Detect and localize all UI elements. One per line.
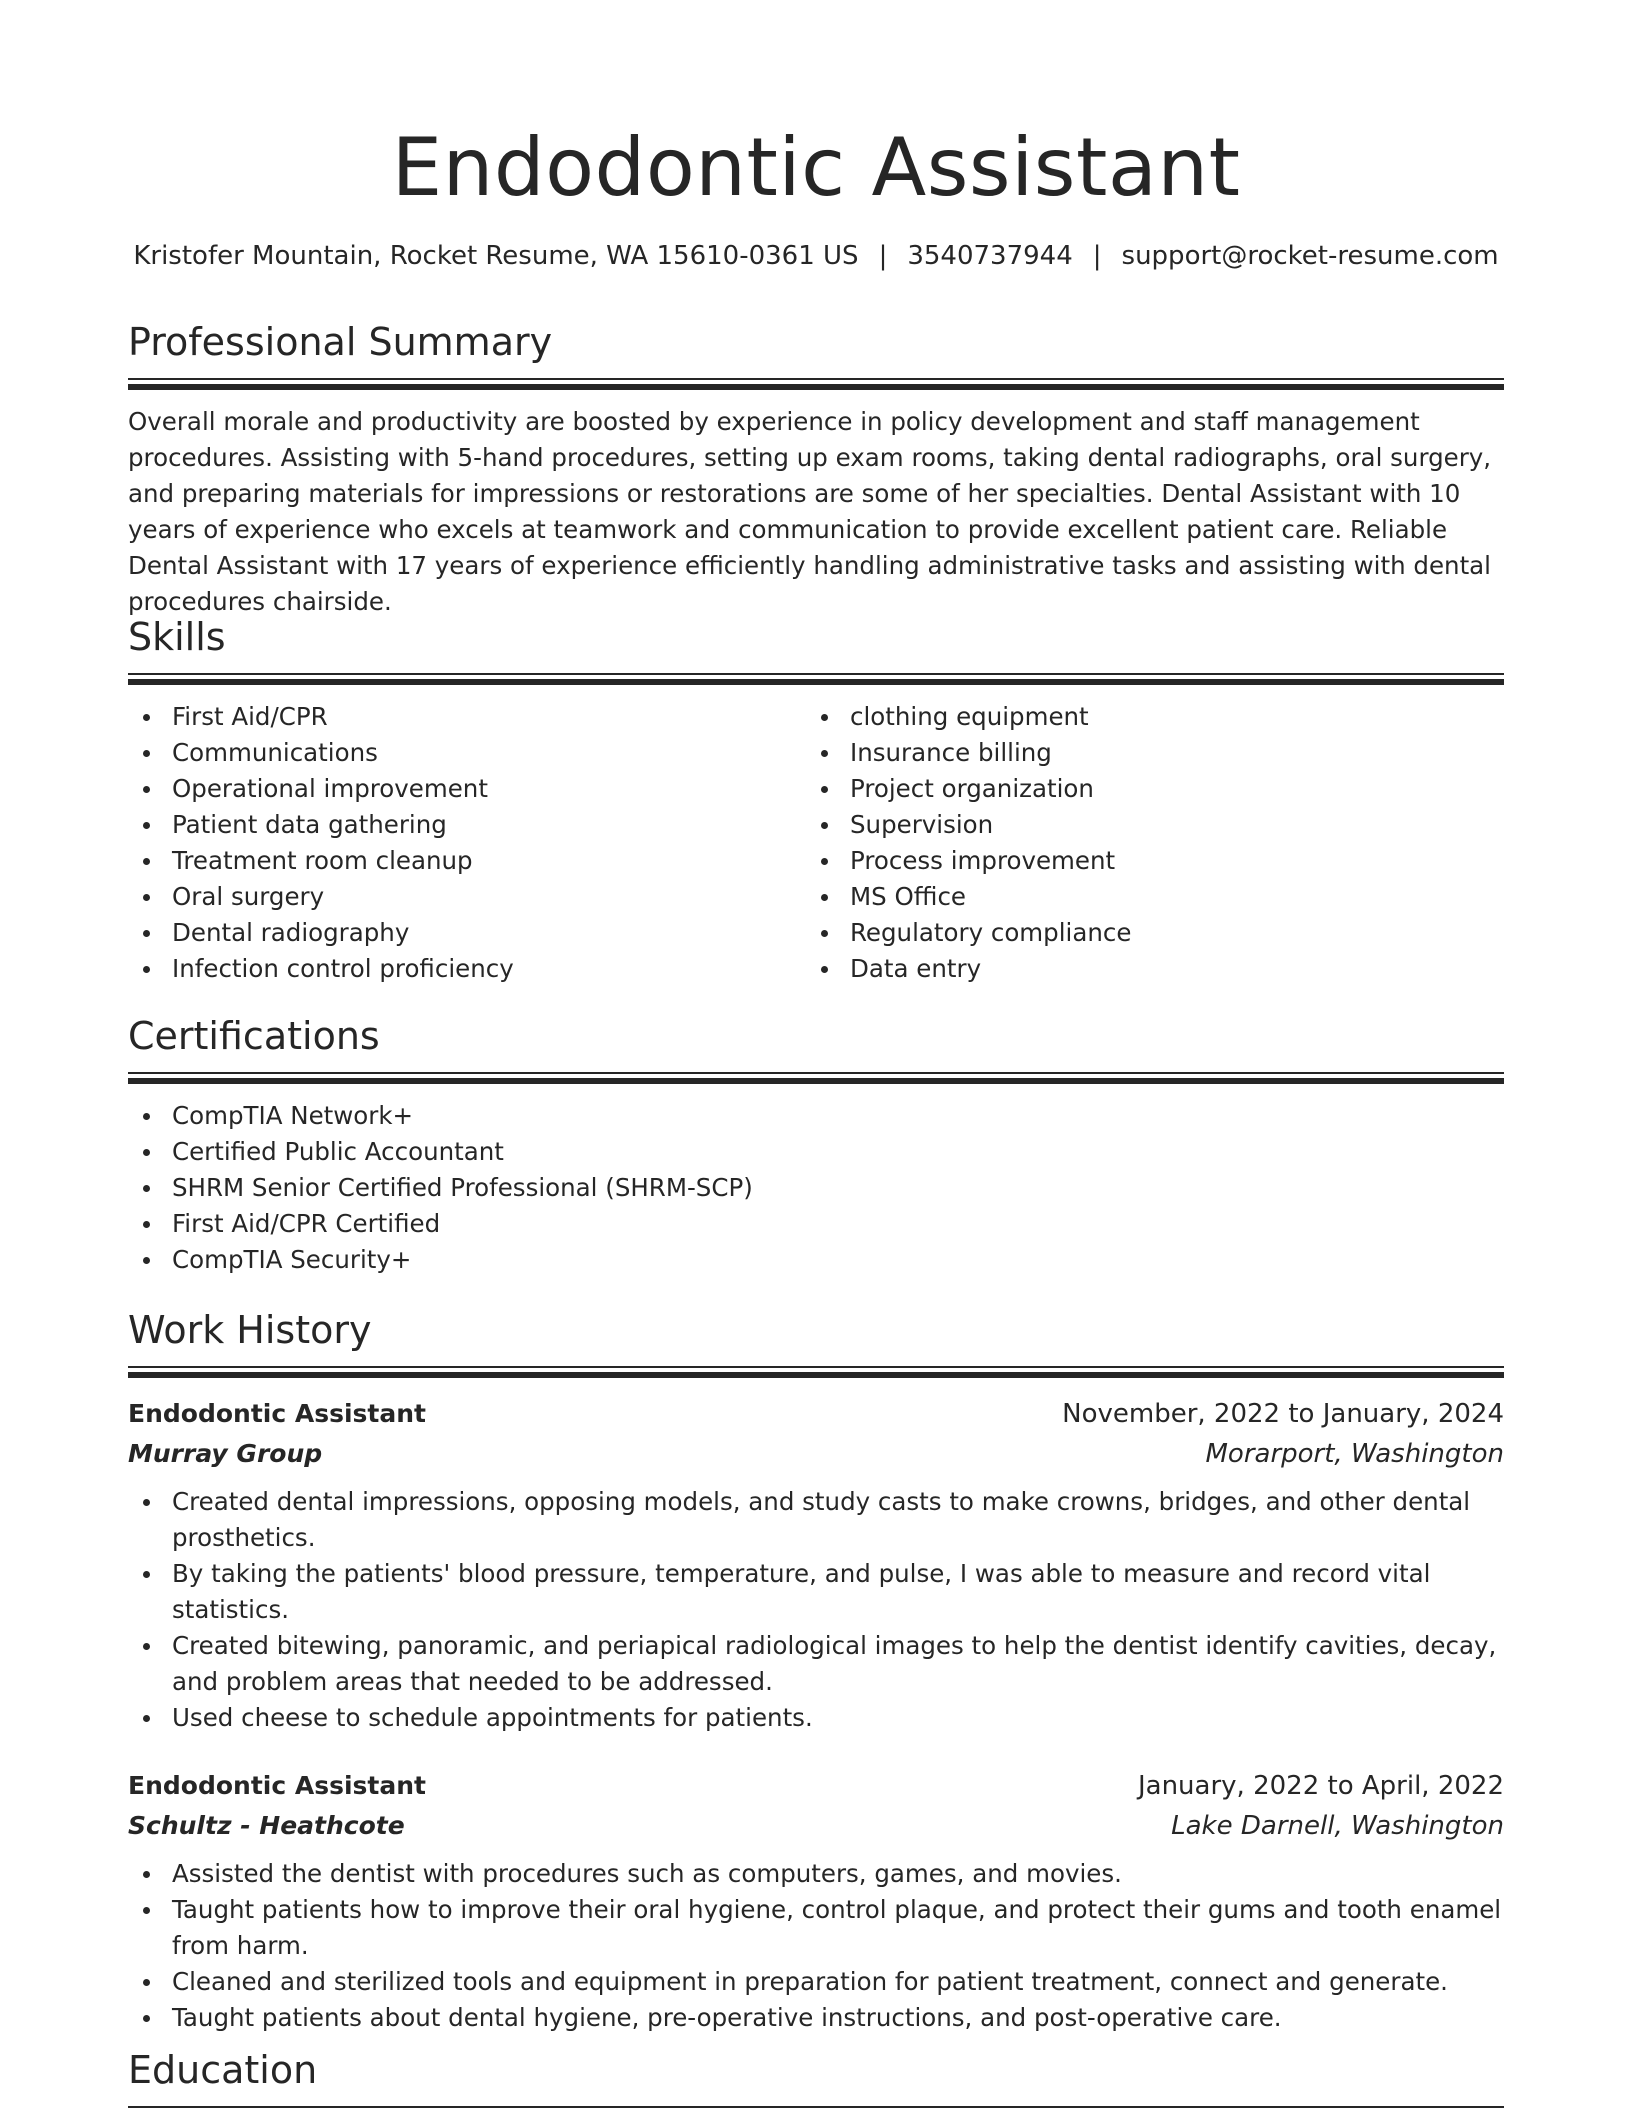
job-duties-list <box>128 1484 1504 1736</box>
skill-item: Infection control proficiency <box>128 951 806 987</box>
job-company-row <box>128 1806 1504 1846</box>
job-duties-list <box>128 1856 1504 2036</box>
certification-item: CompTIA Network+ <box>128 1098 1504 1134</box>
skill-item: Process improvement <box>806 843 1484 879</box>
job-duty-item: By taking the patients' blood pressure, temperature, and pulse, I was able to measure and record vital statistics. <box>128 1556 1504 1628</box>
contact-line <box>0 238 1632 274</box>
section-rule <box>128 1366 1504 1378</box>
certifications-list <box>128 1098 1504 1278</box>
skill-item: Data entry <box>806 951 1484 987</box>
section-heading-skills: Skills <box>128 615 226 659</box>
skills-list-left <box>128 699 806 987</box>
skill-item: First Aid/CPR <box>128 699 806 735</box>
certification-item: Certified Public Accountant <box>128 1134 1504 1170</box>
certification-item: CompTIA Security+ <box>128 1242 1504 1278</box>
job-dates: November, 2022 to January, 2024 <box>1062 1399 1504 1429</box>
skill-item: Operational improvement <box>128 771 806 807</box>
job-duty-item: Used cheese to schedule appointments for patients. <box>128 1700 1504 1736</box>
skill-item: Treatment room cleanup <box>128 843 806 879</box>
job-duty-item: Assisted the dentist with procedures such as computers, games, and movies. <box>128 1856 1504 1892</box>
certifications-section <box>128 1012 1504 1278</box>
contact-email: support@rocket-resume.com <box>1121 241 1499 271</box>
section-rule <box>128 673 1504 685</box>
contact-separator: | <box>1092 241 1102 271</box>
education-section <box>128 2046 1504 2118</box>
job-header-row <box>128 1394 1504 1434</box>
summary-text: Overall morale and productivity are boosted by experience in policy development and staff management procedures. Assisting with 5-hand procedures, setting up exam rooms, taking dental radiographs, oral surgery, and preparing materials for impressions or restorations are some of her specialties. Dental Assistant with 10 years of experience who excels at teamwork and communication to provide excellent patient care. Reliable Dental Assistant with 17 years of experience efficiently handling administrative tasks and assisting with dental procedures chairside. <box>128 407 1492 616</box>
skills-section <box>128 613 1504 987</box>
section-rule <box>128 2106 1504 2118</box>
resume-title: Endodontic Assistant <box>391 121 1241 214</box>
skills-list-right <box>806 699 1484 987</box>
job-dates: January, 2022 to April, 2022 <box>1137 1771 1504 1801</box>
section-heading-summary: Professional Summary <box>128 320 553 364</box>
section-heading-work-history: Work History <box>128 1308 372 1352</box>
contact-address: Kristofer Mountain, Rocket Resume, WA 15610-0361 US <box>133 241 859 271</box>
job-title: Endodontic Assistant <box>128 1399 426 1428</box>
job-company: Murray Group <box>128 1439 323 1468</box>
section-rule <box>128 1072 1504 1084</box>
job-duty-item: Cleaned and sterilized tools and equipment in preparation for patient treatment, connect and generate. <box>128 1964 1504 2000</box>
skill-item: Oral surgery <box>128 879 806 915</box>
job-header-row <box>128 1766 1504 1806</box>
certification-item: SHRM Senior Certified Professional (SHRM-SCP) <box>128 1170 1504 1206</box>
skill-item: Regulatory compliance <box>806 915 1484 951</box>
skill-item: MS Office <box>806 879 1484 915</box>
certification-item: First Aid/CPR Certified <box>128 1206 1504 1242</box>
contact-separator: | <box>878 241 888 271</box>
job-entry <box>128 1394 1504 1736</box>
job-duty-item: Taught patients how to improve their oral hygiene, control plaque, and protect their gums and tooth enamel from harm. <box>128 1892 1504 1964</box>
skill-item: Insurance billing <box>806 735 1484 771</box>
skills-grid <box>128 699 1504 987</box>
job-duty-item: Taught patients about dental hygiene, pre-operative instructions, and post-operative care. <box>128 2000 1504 2036</box>
skill-item: Communications <box>128 735 806 771</box>
skill-item: Supervision <box>806 807 1484 843</box>
section-heading-education: Education <box>128 2048 318 2092</box>
job-location: Morarport, Washington <box>1205 1439 1504 1469</box>
job-duty-item: Created dental impressions, opposing models, and study casts to make crowns, bridges, and other dental prosthetics. <box>128 1484 1504 1556</box>
job-company-row <box>128 1434 1504 1474</box>
job-location: Lake Darnell, Washington <box>1171 1811 1504 1841</box>
skill-item: Dental radiography <box>128 915 806 951</box>
job-duty-item: Created bitewing, panoramic, and periapical radiological images to help the dentist identify cavities, decay, and problem areas that needed to be addressed. <box>128 1628 1504 1700</box>
summary-section <box>128 318 1504 620</box>
job-title: Endodontic Assistant <box>128 1771 426 1800</box>
job-company: Schultz - Heathcote <box>128 1811 405 1840</box>
contact-phone: 3540737944 <box>907 241 1073 271</box>
section-heading-certifications: Certifications <box>128 1014 380 1058</box>
skill-item: Project organization <box>806 771 1484 807</box>
work-history-section <box>128 1306 1504 2036</box>
job-entry <box>128 1766 1504 2036</box>
skill-item: clothing equipment <box>806 699 1484 735</box>
skill-item: Patient data gathering <box>128 807 806 843</box>
section-rule <box>128 378 1504 390</box>
